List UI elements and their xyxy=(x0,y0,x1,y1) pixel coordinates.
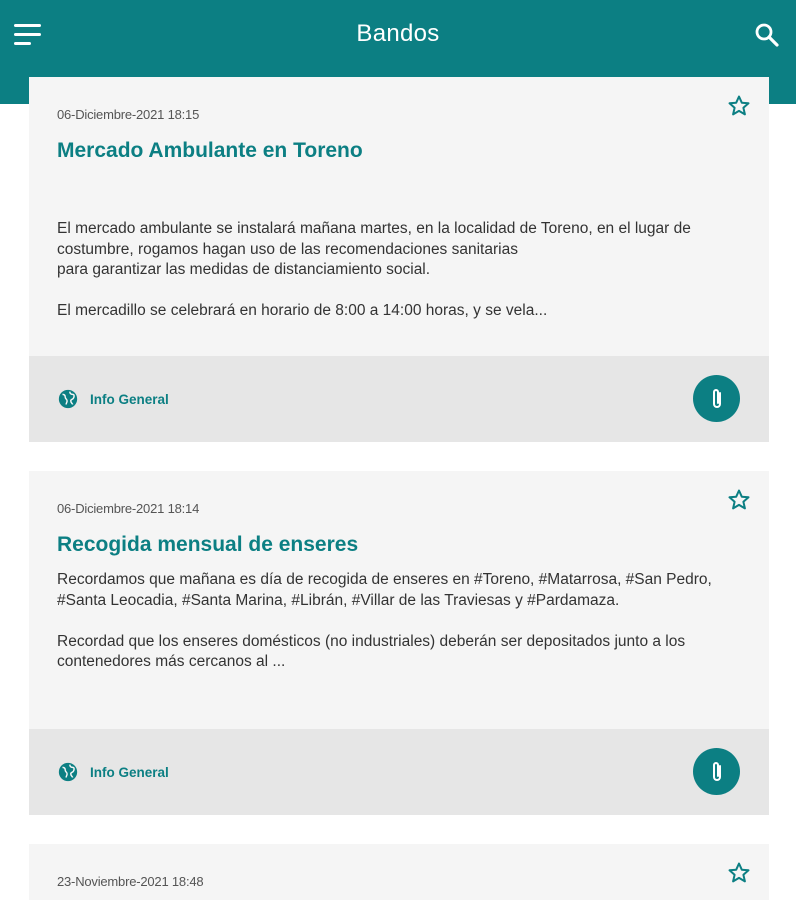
globe-icon xyxy=(57,388,79,410)
search-icon[interactable] xyxy=(752,20,782,50)
bando-card[interactable] xyxy=(29,844,769,900)
bando-date: 23-Noviembre-2021 18:48 xyxy=(57,874,204,889)
page-title: Bandos xyxy=(356,20,440,47)
category-label: Info General xyxy=(90,391,169,407)
paperclip-icon xyxy=(706,759,728,785)
bando-footer xyxy=(29,729,769,815)
category-link[interactable] xyxy=(57,388,169,410)
bando-card[interactable] xyxy=(29,471,769,815)
star-icon[interactable] xyxy=(727,94,751,118)
bando-date: 06-Diciembre-2021 18:15 xyxy=(57,107,200,122)
bandos-feed xyxy=(29,77,769,900)
bando-description: El mercado ambulante se instalará mañana martes, en la localidad de Toreno, en el lugar de costumbre, rogamos hagan uso de las recomendaciones sanitarias para garantizar las medidas de distanciamiento social. El mercadillo se celebrará en horario de 8:00 a 14:00 horas, y se vela... xyxy=(57,220,691,319)
category-link[interactable] xyxy=(57,761,169,783)
attachment-button[interactable] xyxy=(693,375,740,422)
category-label: Info General xyxy=(90,764,169,780)
bando-title[interactable]: Mercado Ambulante en Toreno xyxy=(57,139,363,162)
bando-footer xyxy=(29,356,769,442)
bando-title[interactable]: Recogida mensual de enseres xyxy=(57,533,359,556)
bando-description: Recordamos que mañana es día de recogida de enseres en #Toreno, #Matarrosa, #San Pedro, #Santa Leocadia, #Santa Marina, #Librán, #Villar de las Traviesas y #Pardamaza. Recordad que los enseres domésticos (no industriales) deberán ser depositados junto a los contenedores más cercanos al ... xyxy=(57,571,712,670)
paperclip-icon xyxy=(706,386,728,412)
attachment-button[interactable] xyxy=(693,748,740,795)
star-icon[interactable] xyxy=(727,861,751,885)
star-icon[interactable] xyxy=(727,488,751,512)
bando-date: 06-Diciembre-2021 18:14 xyxy=(57,501,200,516)
bando-card[interactable] xyxy=(29,77,769,442)
globe-icon xyxy=(57,761,79,783)
